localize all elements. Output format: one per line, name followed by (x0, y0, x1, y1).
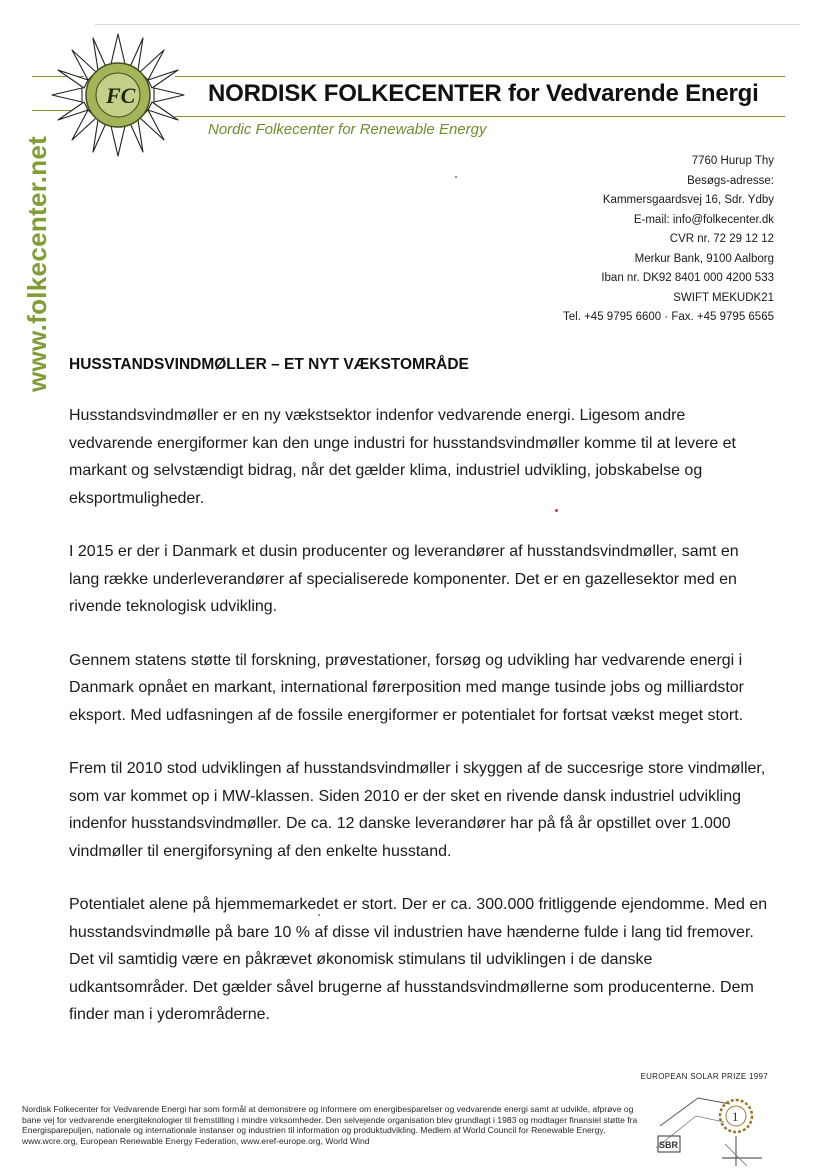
svg-text:SBR: SBR (659, 1140, 679, 1150)
organization-subtitle: Nordic Folkecenter for Renewable Energy (208, 121, 487, 138)
turbine-icon (722, 1136, 762, 1166)
header-rule (175, 116, 785, 117)
paragraph: Frem til 2010 stod udviklingen af husstandsvindmøller i skyggen af de succesrige store vindmøller, som var kommet op i MW-klassen. Siden 2010 er der sket en rivende dansk industriel udvikling indenfor husstandsvindmøller. De ca. 12 danske leverandører har på få år opstillet over 1.000 vindmøller til energiforsyning af den enkelte husstand. (69, 760, 766, 860)
address-line: Kammersgaardsvej 16, Sdr. Ydby (602, 194, 774, 206)
top-rule (95, 24, 800, 25)
solar-prize-label: EUROPEAN SOLAR PRIZE 1997 (640, 1072, 768, 1081)
footer-text: Nordisk Folkecenter for Vedvarende Energi har som formål at demonstrere og informere om energibesparelser og vedvarende energi samt at udvikle, afprøve og bane vej for vedvarende energiteknologier til fremstilling i mindre virksomheder. Den selvejende organisation blev grundlagt i 1983 og modtager finansiel støtte fra Energisparepuljen, nationale og internationale instanser og industrien til information og produktudvikling. Medlem af World Council for Renewable Energy, www.wcre.org, European Renewable Energy Federation, www.eref-europe.org, World Wind (22, 1104, 638, 1146)
eurosolar-prize-icon (656, 1098, 730, 1152)
paragraph: Potentialet alene på hjemmemarkedet er stort. Der er ca. 300.000 fritliggende ejendomme. Med en husstandsvindmølle på bare 10 % af disse vil industrien have hænderne fulde i lang tid fremover. Det vil samtidig være en påkrævet økonomisk stimulans til udviklingen i de danske udkantsområder. Det gælder såvel brugerne af husstandsvindmøllerne som producenterne. Dem finder man i yderområderne. (69, 896, 768, 1023)
document-body (69, 402, 769, 1055)
svg-text:1: 1 (732, 1109, 739, 1124)
scan-speck (318, 914, 320, 916)
header-rule (175, 76, 785, 77)
address-line: Merkur Bank, 9100 Aalborg (634, 252, 774, 265)
svg-text:FC: FC (106, 83, 136, 108)
phone-line: Tel. +45 9795 6600 · Fax. +45 9795 6565 (563, 311, 774, 323)
folkecenter-sun-logo-icon (48, 30, 188, 160)
address-block (563, 152, 774, 328)
address-line: CVR nr. 72 29 12 12 (669, 233, 774, 245)
globe-seal-icon (720, 1100, 752, 1132)
address-line: 7760 Hurup Thy (691, 155, 774, 167)
address-line: SWIFT MEKUDK21 (673, 291, 774, 304)
organization-name: NORDISK FOLKECENTER for Vedvarende Energi (208, 80, 759, 107)
address-line: Besøgs-adresse: (687, 174, 774, 187)
paragraph: Husstandsvindmøller er en ny vækstsektor indenfor vedvarende energi. Ligesom andre vedvarende energiformer kan den unge industri for husstandsvindmøller komme til at levere et markant og selvstændigt bidrag, når det gælder klima, industriel udvikling, jobskabelse og eksportmuligheder. (69, 407, 736, 507)
scan-speck (455, 176, 457, 178)
address-line: Iban nr. DK92 8401 000 4200 533 (601, 272, 774, 284)
email-line[interactable]: E-mail: info@folkecenter.dk (633, 213, 774, 226)
document-title: HUSSTANDSVINDMØLLER – ET NYT VÆKSTOMRÅDE (69, 356, 469, 373)
paragraph: I 2015 er der i Danmark et dusin producenter og leverandører af husstandsvindmøller, samt en lang række underleverandører af specialiserede komponenter. Det er en gazellesektor med en rivende teknologisk udvikling. (69, 543, 739, 615)
scan-mark (555, 509, 558, 512)
footer-logos (650, 1086, 820, 1169)
website-url[interactable]: www.folkecenter.net (22, 135, 52, 392)
paragraph: Gennem statens støtte til forskning, prøvestationer, forsøg og udvikling har vedvarende energi i Danmark opnået en markant, international førerposition med mange tusinde jobs og milliardstor eksport. Med udfasningen af de fossile energiformer er potentialet for fortsat vækst meget stort. (69, 651, 745, 724)
